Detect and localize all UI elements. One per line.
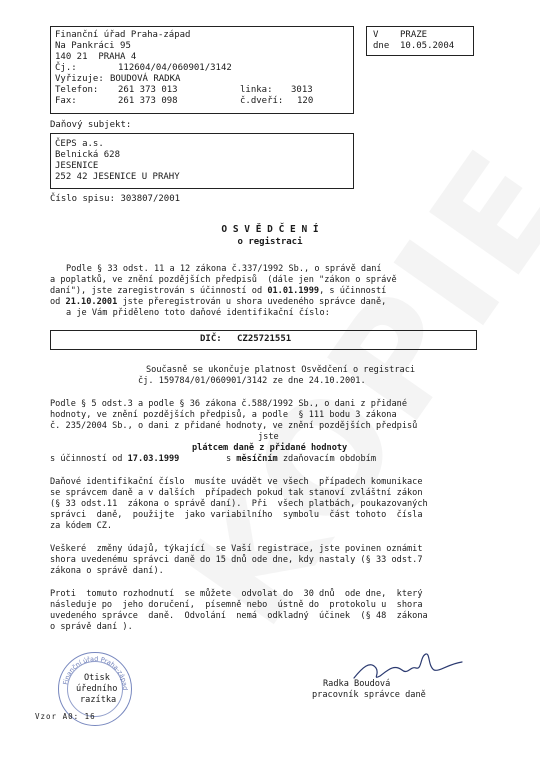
ext-label: linka: (240, 85, 273, 95)
para3-line1: Podle § 5 odst.3 a podle § 36 zákona č.588/1992 Sb., o dani z přidané (50, 399, 407, 409)
stamp-text-2: úředního (76, 684, 118, 694)
para1-line3: daní"), jste zaregistrován s účinností od 01.01.1999, s účinností (50, 286, 387, 296)
ref-label: Čj.: (55, 63, 77, 73)
para6-line3: uvedeného správce daně. Odvolání nemá odkladný účinek (§ 48 zákona (50, 611, 428, 621)
para6-line4: o správě daní ). (50, 622, 133, 632)
vat-effective-date: 17.03.1999 (127, 454, 180, 464)
para1-line2: a poplatků, ve znění pozdějších předpisů (dále jen "zákon o správě (50, 275, 397, 285)
para6-line2: následuje po jeho doručení, písemně nebo ústně do protokolu u shora (50, 600, 423, 610)
para1-line5: a je Vám přiděleno toto daňové identifikační číslo: (66, 308, 330, 318)
document-title: O S V Ě D Č E N Í (221, 224, 319, 235)
para2-line2: čj. 159784/01/060901/3142 ze dne 24.10.2001. (138, 376, 366, 386)
recipient-postal: 252 42 JESENICE U PRAHY (55, 172, 180, 182)
stamp-text-1: Otisk (84, 673, 110, 683)
para1-line4: od 21.10.2001 jste přeregistrován u shora uvedeného správce daně, (50, 297, 387, 307)
form-code: Vzor A0: 16 (35, 712, 96, 721)
sender-street: Na Pankráci 95 (55, 41, 131, 51)
stamp-text-3: razítka (80, 695, 117, 705)
para4-line4: správci daně, použijte jako variabilního symbolu část tohoto čísla (50, 510, 423, 520)
phone-value: 261 373 013 (118, 85, 178, 95)
copy-watermark (153, 118, 540, 656)
registration-date: 01.01.1999 (267, 286, 320, 296)
sender-city: 140 21 PRAHA 4 (55, 52, 137, 62)
date-prefix: dne (373, 41, 390, 51)
fax-value: 261 373 098 (118, 96, 178, 106)
para4-line1: Daňové identifikační číslo musíte uvádět ve všech případech komunikace (50, 477, 423, 487)
para4-line5: za kódem CZ. (50, 521, 113, 531)
vat-payer-statement: plátcem daně z přidané hodnoty (192, 443, 348, 453)
para5-line2: shora uvedenému správci daně do 15 dnů ode dne, kdy nastaly (§ 33 odst.7 (50, 555, 423, 565)
para5-line3: zákona o správě daní). (50, 566, 164, 576)
para4-line3: (§ 33 odst.11 zákona o správě daní). Při všech platbách, poukazovaných (50, 499, 428, 509)
ext-value: 3013 (291, 85, 313, 95)
para3-line6: s účinností od 17.03.1999 s měsíčním zdaňovacím obdobím (50, 454, 377, 464)
door-label: č.dveří: (240, 96, 284, 106)
dic-value: CZ25721551 (237, 334, 292, 344)
para3-line2: hodnoty, ve znění pozdějších předpisů, a podle § 111 bodu 3 zákona (50, 410, 397, 420)
para5-line1: Veškeré změny údajů, týkající se Vaší registrace, jste povinen oznámit (50, 544, 423, 554)
ref-value: 112604/04/060901/3142 (118, 63, 232, 73)
phone-label: Telefon: (55, 85, 99, 95)
recipient-name: ČEPS a.s. (55, 139, 104, 149)
reregistration-date: 21.10.2001 (65, 297, 118, 307)
tax-period: měsíčním (236, 454, 278, 464)
para3-line4: jste (258, 432, 279, 442)
para1-line1: Podle § 33 odst. 11 a 12 zákona č.337/1992 Sb., o správě daní (66, 264, 382, 274)
stamp-ring-label: Finanční úřad Praha-západ (61, 654, 130, 691)
recipient-city: JESENICE (55, 161, 99, 171)
date-value: 10.05.2004 (400, 41, 455, 51)
sender-office: Finanční úřad Praha-západ (55, 30, 191, 40)
subject-label: Daňový subjekt: (50, 120, 132, 130)
signer-role: pracovník správce daně (312, 690, 426, 700)
place-prefix: V (373, 30, 379, 40)
door-value: 120 (297, 96, 314, 106)
dic-label: DIČ: (200, 334, 222, 344)
place-value: PRAZE (400, 30, 428, 40)
fax-label: Fax: (55, 96, 77, 106)
handler-label: Vyřizuje: (55, 74, 104, 84)
document-subtitle: o registraci (237, 237, 303, 247)
para2-line1: Současně se ukončuje platnost Osvědčení o registraci (146, 365, 416, 375)
para3-line3: č. 235/2004 Sb., o dani z přidané hodnoty, ve znění pozdějších předpisů (50, 421, 418, 431)
file-number: Číslo spisu: 303807/2001 (50, 194, 181, 204)
signer-name: Radka Boudová (323, 679, 391, 689)
para6-line1: Proti tomuto rozhodnutí se můžete odvolat do 30 dnů ode dne, který (50, 589, 423, 599)
recipient-street: Belnická 628 (55, 150, 121, 160)
para4-line2: se správcem daně a v dalších případech pokud tak stanoví zvláštní zákon (50, 488, 423, 498)
handler-value: BOUDOVÁ RADKA (110, 74, 181, 84)
